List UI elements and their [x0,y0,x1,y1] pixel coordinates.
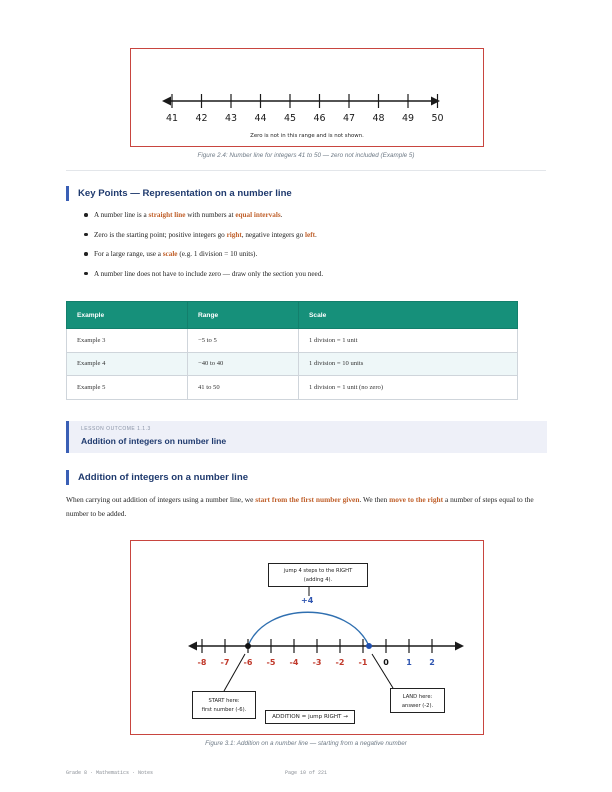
tick-label: -5 [266,658,276,667]
key-point: For a large range, use a scale (e.g. 1 division = 10 units). [82,248,542,268]
tick-label: 41 [165,113,179,124]
start-callout [192,691,256,719]
left-arrow-icon [188,642,197,651]
tick-label: 47 [342,113,356,124]
addition-rule-box: ADDITION = jump RIGHT → [265,710,355,724]
table-cell: −40 to 40 [188,352,299,376]
tick-label: 48 [372,113,385,124]
table-header-scale: Scale [299,302,518,329]
start-callout-line1: START here: [208,698,240,704]
footer-page-number: Page 10 of 221 [284,770,327,776]
table-header-row [67,302,518,329]
tick-label: 50 [431,113,444,124]
jump-callout-line2: (adding 4). [303,576,333,583]
key-point: A number line does not have to include zero — draw only the section you need. [82,268,542,288]
right-arrow-icon [455,642,464,651]
land-callout [390,688,445,713]
figure-addition-number-line [130,540,484,735]
table-header-example: Example [67,302,188,329]
lesson-outcome-title: Addition of integers on number line [81,436,227,446]
table-header-range: Range [188,302,299,329]
tick-label: 45 [283,113,297,124]
land-point [366,643,372,649]
plus-four-label: +4 [301,596,314,605]
start-callout-line2: first number (-6). [201,706,247,713]
table-cell: 1 division = 1 unit (no zero) [299,376,518,400]
tick-label: 44 [254,113,267,124]
tick-label: -1 [358,658,368,667]
tick-label: -6 [243,658,253,667]
key-points-list [82,209,542,287]
lesson-outcome-box [66,421,547,453]
key-points-heading: Key Points — Representation on a number line [66,186,538,201]
figure-number-line-41-50 [130,48,484,147]
tick-label: -7 [220,658,230,667]
figure-note: Zero is not in this range and is not shown. [250,133,364,139]
key-point: Zero is the starting point; positive integers go right, negative integers go left. [82,229,542,249]
table-cell: Example 5 [67,376,188,400]
tick-label: -8 [197,658,207,667]
tick-label: 46 [313,113,326,124]
jump-arc [248,612,369,646]
tick-label: -4 [289,658,299,667]
tick-label: 49 [401,113,415,124]
tick-label: 0 [383,658,389,667]
jump-callout-line1: jump 4 steps to the RIGHT [283,568,353,574]
tick-label: 43 [224,113,238,124]
table-cell: −5 to 5 [188,329,299,353]
section-paragraph: When carrying out addition of integers using a number line, we start from the first number given. We then move to the right a number of steps equal to the number to be added. [66,495,534,518]
divider [66,170,546,171]
land-callout-line2: answer (-2). [401,702,434,709]
lesson-outcome-label: LESSON OUTCOME 1.1.3 [81,426,151,432]
examples-table [66,301,518,400]
tick-label: -3 [312,658,322,667]
key-point: A number line is a straight line with numbers at equal intervals. [82,209,542,229]
tick-label: 1 [406,658,412,667]
number-line-41-50 [131,49,483,146]
section-heading: Addition of integers on a number line [66,470,538,485]
table-cell: 1 division = 10 units [299,352,518,376]
tick-label: 42 [195,113,208,124]
land-callout-line1: LAND here: [402,694,433,700]
figure-caption: Figure 2.4: Number line for integers 41 to 50 — zero not included (Example 5) [197,152,415,159]
footer-left: Grade 8 · Mathematics · Notes [66,770,154,776]
table-cell: Example 3 [67,329,188,353]
tick-label: 2 [429,658,435,667]
tick-label: -2 [335,658,345,667]
start-point [245,643,251,649]
figure-caption: Figure 3.1: Addition on a number line — starting from a negative number [205,740,407,747]
table-cell: Example 4 [67,352,188,376]
table-row [67,329,518,353]
table-row [67,376,518,400]
table-cell: 41 to 50 [188,376,299,400]
table-row [67,352,518,376]
jump-callout [268,563,368,587]
left-arrow-icon [162,97,171,106]
table-cell: 1 division = 1 unit [299,329,518,353]
right-arrow-icon [431,97,440,106]
